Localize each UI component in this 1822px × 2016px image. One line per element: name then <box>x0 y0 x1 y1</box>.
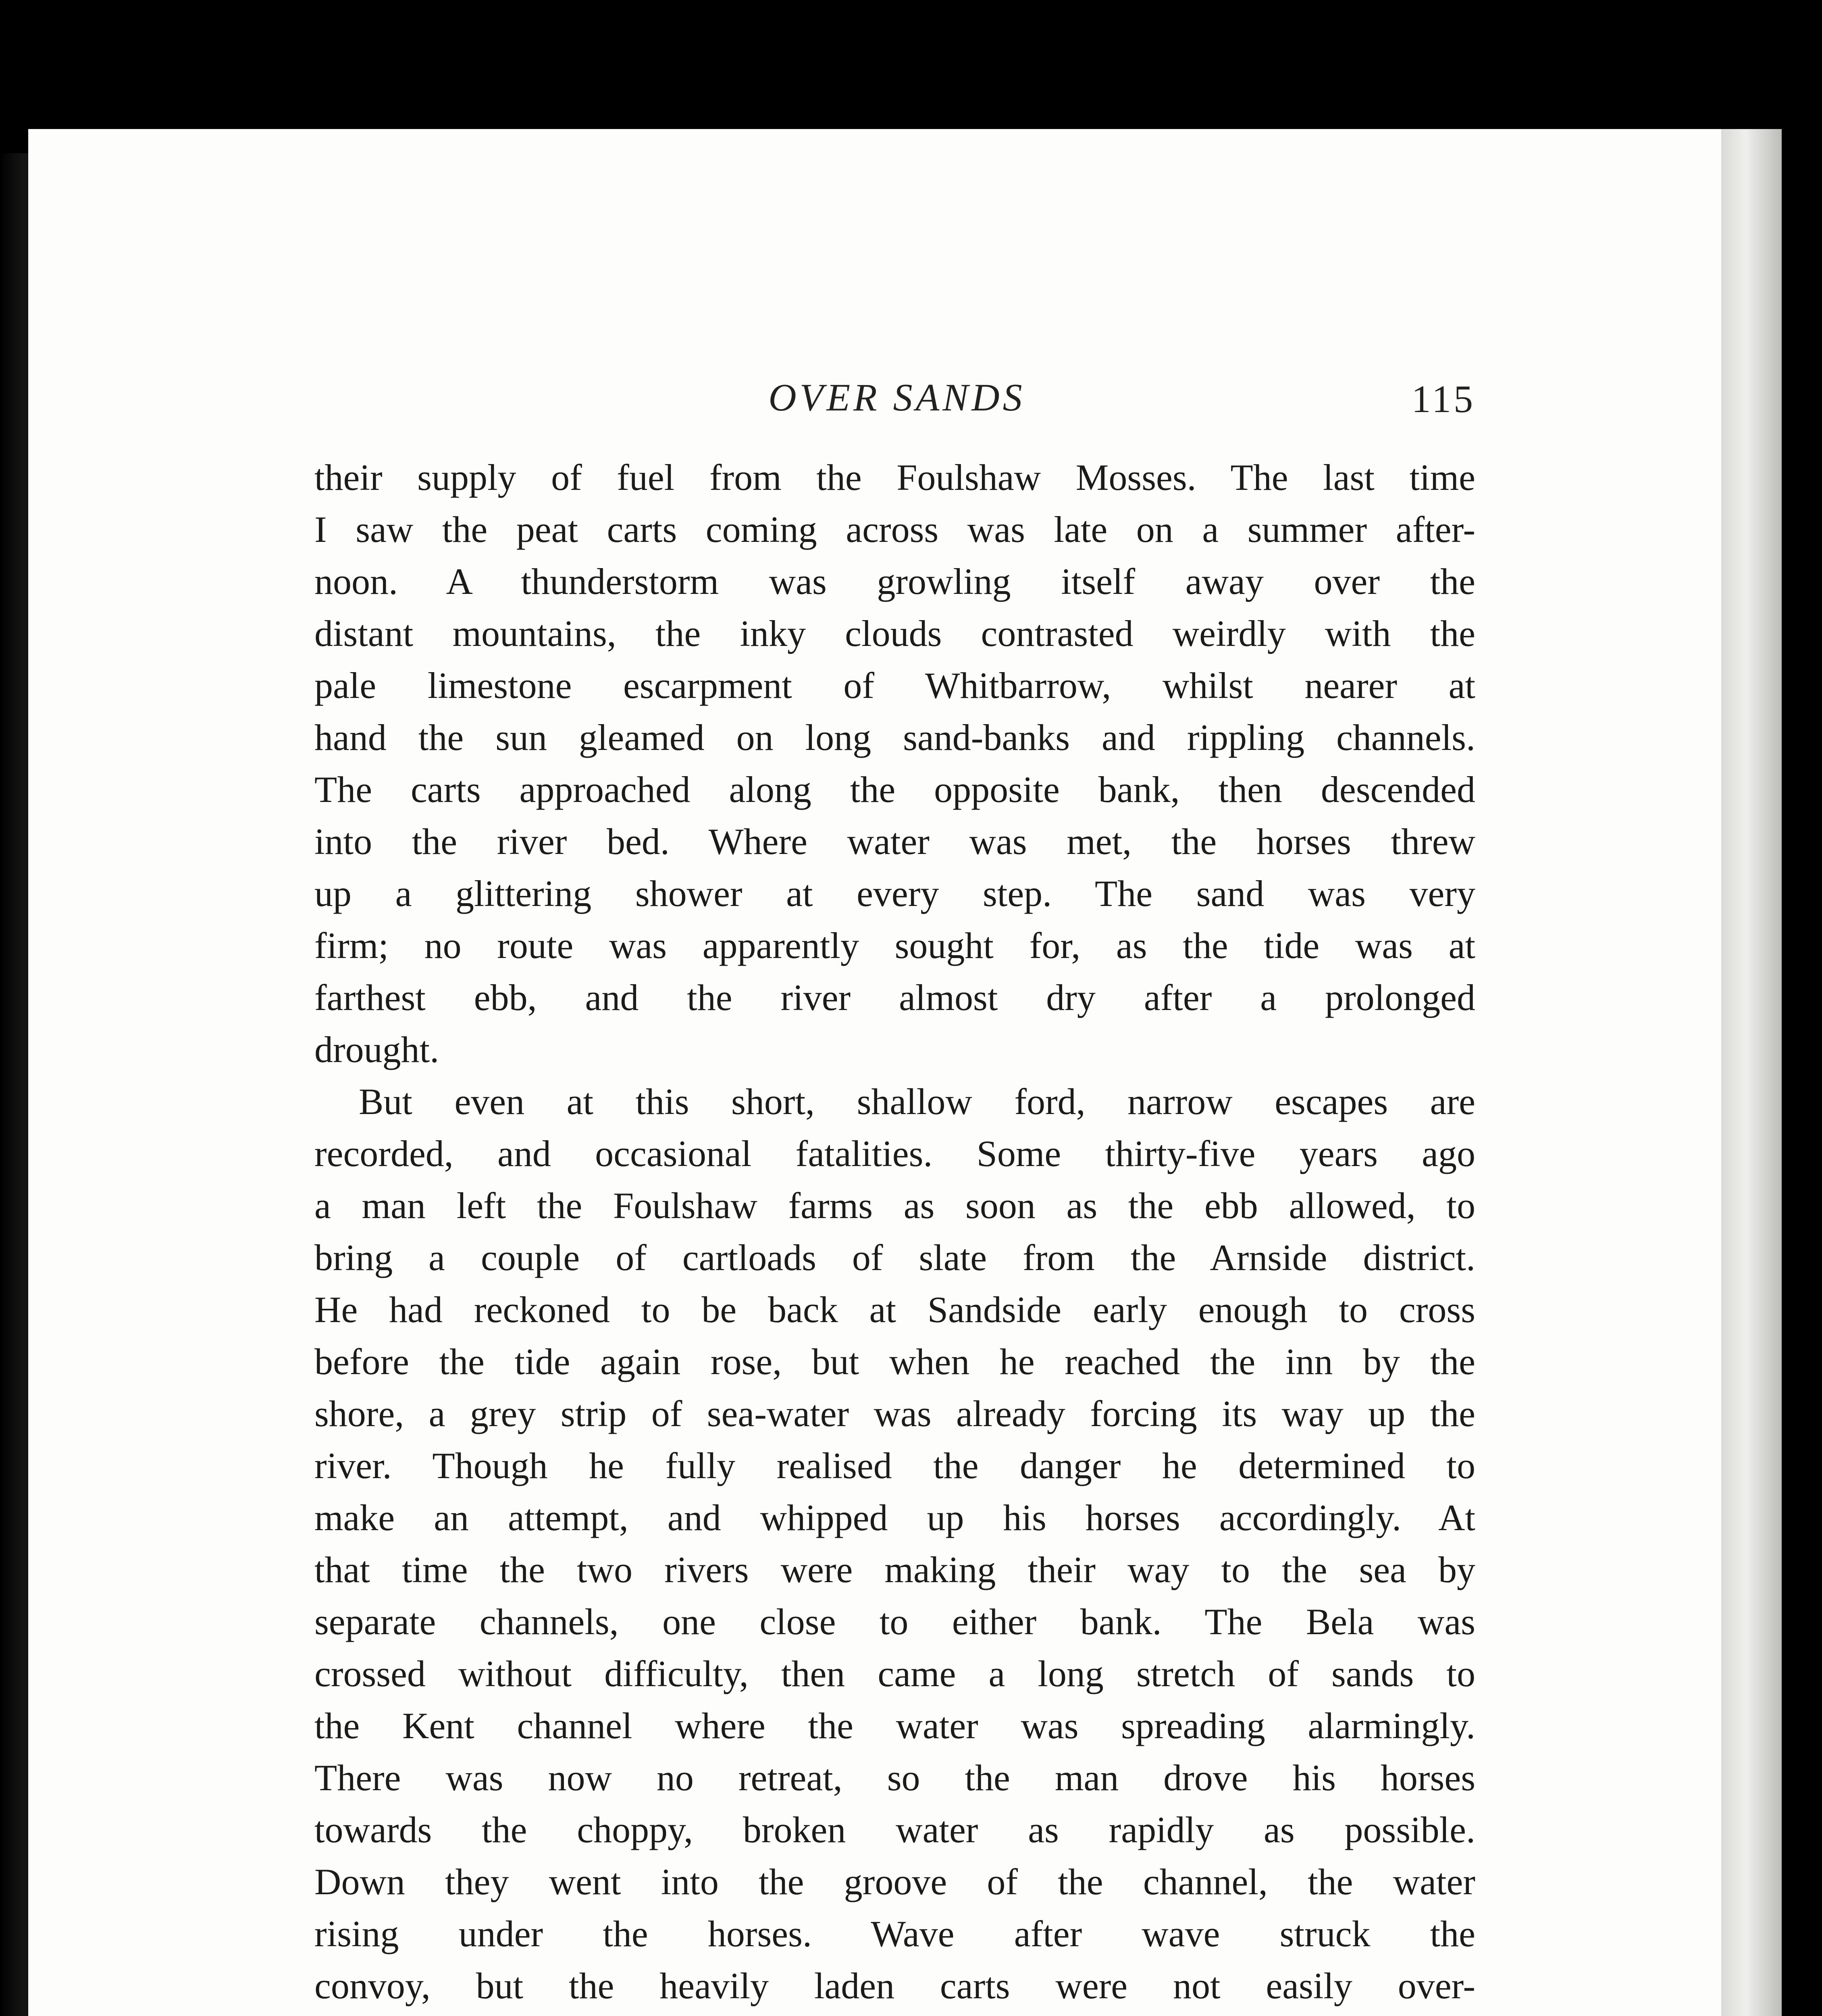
text-line: separate channels, one close to either bank. The Bela was <box>314 1601 1475 1642</box>
body-text <box>314 452 1475 2016</box>
text-line: convoy, but the heavily laden carts were not easily over- <box>314 1965 1475 2006</box>
text-line: bring a couple of cartloads of slate from the Arnside district. <box>314 1237 1475 1278</box>
text-line: The carts approached along the opposite bank, then descended <box>314 769 1475 810</box>
page-stack-edge <box>1721 129 1782 2016</box>
text-line: firm; no route was apparently sought for, as the tide was at <box>314 925 1475 966</box>
page-number: 115 <box>1411 377 1475 421</box>
text-line: towards the choppy, broken water as rapidly as possible. <box>314 1809 1475 1850</box>
text-line: There was now no retreat, so the man drove his horses <box>314 1757 1475 1798</box>
text-line: pale limestone escarpment of Whitbarrow, whilst nearer at <box>314 665 1475 706</box>
text-line: make an attempt, and whipped up his horses accordingly. At <box>314 1497 1475 1538</box>
text-line: that time the two rivers were making their way to the sea by <box>314 1549 1475 1590</box>
text-line: drought. <box>314 1029 439 1070</box>
text-line: noon. A thunderstorm was growling itself away over the <box>314 561 1475 602</box>
text-line: crossed without difficulty, then came a long stretch of sands to <box>314 1653 1475 1694</box>
text-line: up a glittering shower at every step. The sand was very <box>314 873 1475 914</box>
text-line: I saw the peat carts coming across was late on a summer after- <box>314 509 1475 550</box>
text-line: He had reckoned to be back at Sandside early enough to cross <box>314 1289 1475 1330</box>
text-line: recorded, and occasional fatalities. Some thirty-five years ago <box>314 1133 1475 1174</box>
text-line: Down they went into the groove of the channel, the water <box>314 1861 1475 1902</box>
text-line: distant mountains, the inky clouds contrasted weirdly with the <box>314 613 1475 654</box>
text-line: the Kent channel where the water was spreading alarmingly. <box>314 1705 1475 1746</box>
running-title: OVER SANDS <box>768 376 1025 419</box>
text-line: a man left the Foulshaw farms as soon as the ebb allowed, to <box>314 1185 1475 1226</box>
text-line: shore, a grey strip of sea-water was already forcing its way up the <box>314 1393 1475 1434</box>
text-line: into the river bed. Where water was met, the horses threw <box>314 821 1475 862</box>
text-line: before the tide again rose, but when he reached the inn by the <box>314 1341 1475 1382</box>
text-line: But even at this short, shallow ford, narrow escapes are <box>359 1081 1475 1122</box>
text-line: hand the sun gleamed on long sand-banks and rippling channels. <box>314 717 1475 758</box>
text-line: rising under the horses. Wave after wave struck the <box>314 1913 1475 1954</box>
text-line <box>314 2012 1475 2016</box>
text-line: river. Though he fully realised the danger he determined to <box>314 1445 1475 1486</box>
text-line: their supply of fuel from the Foulshaw Mosses. The last time <box>314 457 1475 498</box>
text-line: farthest ebb, and the river almost dry after a prolonged <box>314 977 1475 1018</box>
running-head <box>318 375 1475 439</box>
